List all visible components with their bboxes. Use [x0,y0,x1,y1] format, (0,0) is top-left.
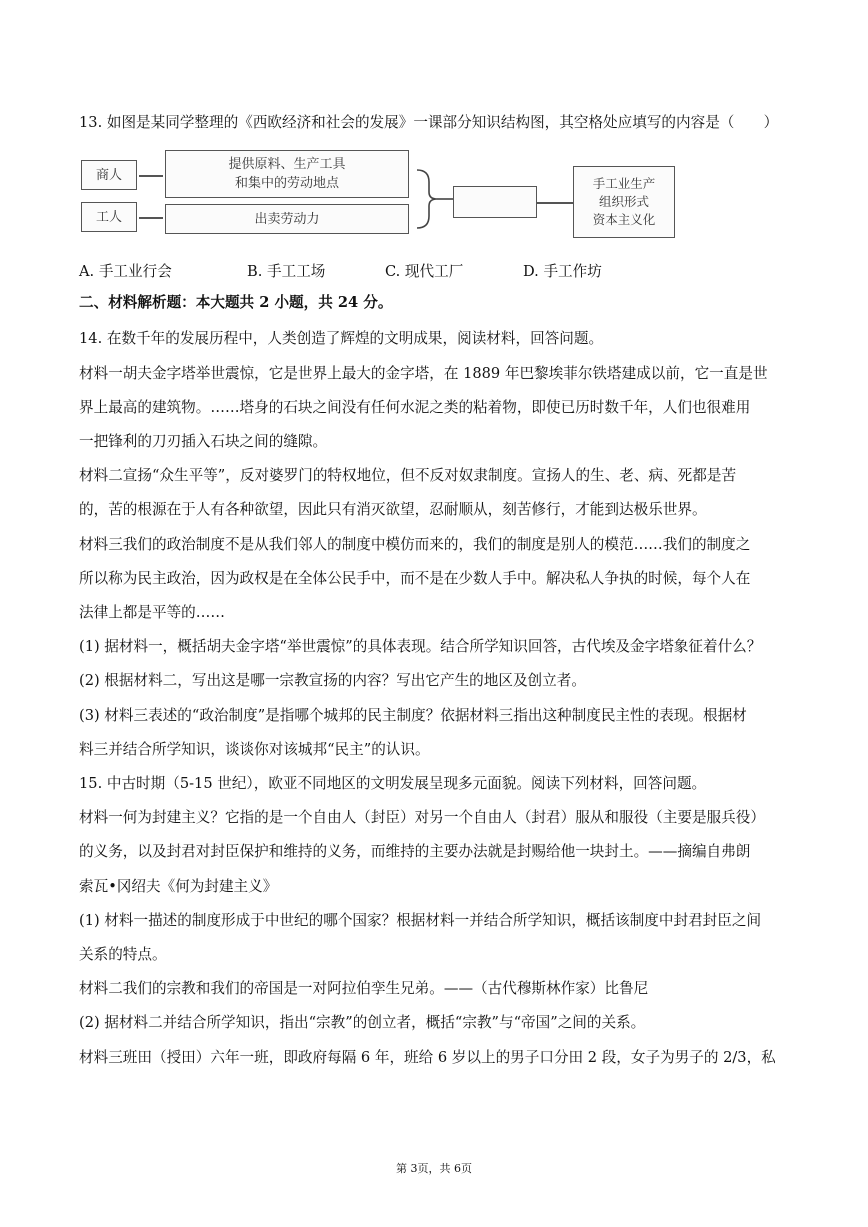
option-d: D. 手工作坊 [523,263,602,280]
text-line: 的义务，以及封君对封臣保护和维持的义务，而维持的主要办法就是封赐给他一块封土。——摘编自弗朗 [79,843,751,860]
text-line: 材料二宣扬“众生平等”，反对婆罗门的特权地位，但不反对奴隶制度。宣扬人的生、老、病、死都是苦 [79,467,737,484]
blank-answer-box [453,186,537,218]
text-line: 材料二我们的宗教和我们的帝国是一对阿拉伯孪生兄弟。——（古代穆斯林作家）比鲁尼 [79,980,649,997]
sub-question: (2) 据材料二并结合所学知识，指出“宗教”的创立者，概括“宗教”与“帝国”之间的关系。 [79,1014,646,1031]
worker-box: 工人 [81,202,137,232]
text-line: 材料三班田（授田）六年一班，即政府每隔 6 年，班给 6 岁以上的男子口分田 2 段，女子为男子的 2/3，私 [79,1049,776,1066]
text-line: 一把锋利的刀刃插入石块之间的缝隙。 [79,433,328,450]
connector-line [139,175,163,177]
text-line: 索瓦•冈绍夫《何为封建主义》 [79,878,278,895]
text-line: 材料一何为封建主义？它指的是一个自由人（封臣）对另一个自由人（封君）服从和服役（主要是服兵役） [79,809,765,826]
question-14-stem: 14. 在数千年的发展历程中，人类创造了辉煌的文明成果，阅读材料，回答问题。 [79,330,604,347]
result-box: 手工业生产 组织形式 资本主义化 [573,166,675,238]
sub-question: (1) 材料一描述的制度形成于中世纪的哪个国家？根据材料一并结合所学知识，概括该制度中封君封臣之间 [79,912,762,929]
text-line: 界上最高的建筑物。……塔身的石块之间没有任何水泥之类的粘着物，即使已历时数千年，人们也很难用 [79,399,751,416]
merchant-role-box: 提供原料、生产工具 和集中的劳动地点 [165,150,409,198]
option-c: C. 现代工厂 [385,263,464,280]
question-15-stem: 15. 中古时期（5-15 世纪），欧亚不同地区的文明发展呈现多元面貌。阅读下列材料，回答问题。 [79,775,707,792]
text-line: 所以称为民主政治，因为政权是在全体公民手中，而不是在少数人手中。解决私人争执的时候，每个人在 [79,570,751,587]
text-line: 材料三我们的政治制度不是从我们邻人的制度中模仿而来的，我们的制度是别人的模范……我们的制度之 [79,536,751,553]
text-line: 料三并结合所学知识，谈谈你对该城邦“民主”的认识。 [79,741,430,758]
worker-role-box: 出卖劳动力 [165,204,409,234]
knowledge-structure-diagram [79,146,679,248]
text-line: 的，苦的根源在于人有各种欲望，因此只有消灭欲望，忍耐顺从，刻苦修行，才能到达极乐世界。 [79,501,707,518]
connector-line [139,217,163,219]
option-a: A. 手工业行会 [79,263,172,280]
connector-line [537,202,573,204]
merchant-box: 商人 [81,160,137,190]
sub-question: (1) 据材料一，概括胡夫金字塔“举世震惊”的具体表现。结合所学知识回答，古代埃及金字塔象征着什么？ [79,638,762,655]
question-13-stem: 13. 如图是某同学整理的《西欧经济和社会的发展》一课部分知识结构图，其空格处应填写的内容是（ ） [79,114,779,131]
text-line: 材料一胡夫金字塔举世震惊，它是世界上最大的金字塔，在 1889 年巴黎埃菲尔铁塔建成以前，它一直是世 [79,365,768,382]
sub-question: (3) 材料三表述的“政治制度”是指哪个城邦的民主制度？依据材料三指出这种制度民主性的表现。根据材 [79,707,747,724]
sub-question: (2) 根据材料二，写出这是哪一宗教宣扬的内容？写出它产生的地区及创立者。 [79,672,586,689]
section-heading: 二、材料解析题：本大题共 2 小题，共 24 分。 [79,294,393,311]
brace-connector [413,168,457,230]
option-b: B. 手工工场 [247,263,326,280]
text-line: 关系的特点。 [79,946,167,963]
page-footer: 第 3页，共 6页 [396,1162,472,1175]
text-line: 法律上都是平等的…… [79,604,225,621]
